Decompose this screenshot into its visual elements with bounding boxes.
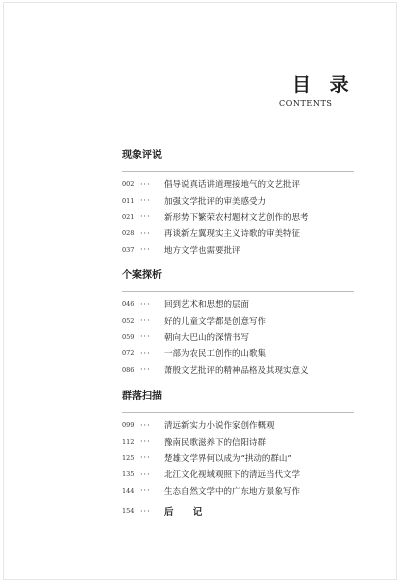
entry-leader: ··· [140,179,151,189]
entry-title: 一部为农民工创作的山歌集 [164,349,267,360]
entry-title: 楚雄文学界何以成为“拱动的群山” [164,453,292,464]
entry-page-number: 135 [122,470,135,479]
entry-title: 生态自然文学中的广东地方景象写作 [164,486,301,497]
entry-page-number: 028 [122,229,135,238]
entry-title: 好的儿童文学都是创意写作 [164,316,267,327]
entry-title: 新形势下繁荣农村题材文艺创作的思考 [164,212,309,223]
entry-leader: ··· [140,469,151,479]
section-title: 群落扫描 [122,391,162,402]
section-title: 现象评说 [122,150,162,161]
entry-leader: ··· [140,348,151,358]
entry-page-number: 144 [122,486,135,495]
section-divider [122,171,354,172]
entry-title: 朝向大巴山的深情书写 [164,332,250,343]
toc-entry[interactable] [122,345,354,361]
entry-leader: ··· [140,506,151,516]
section-case-studies [122,266,354,378]
entry-title: 豫南民歌滋养下的信阳诗群 [164,437,267,448]
entry-page-number: 072 [122,349,135,358]
section-divider [122,412,354,413]
entry-page-number: 099 [122,421,135,430]
entry-title: 北江文化视域观照下的清远当代文学 [164,470,301,481]
toc-entry[interactable] [122,296,354,312]
toc-entry[interactable] [122,362,354,378]
entry-leader: ··· [140,299,151,309]
entry-title: 回到艺术和思想的层面 [164,300,250,311]
entry-leader: ··· [140,332,151,342]
entry-leader: ··· [140,196,151,206]
entry-leader: ··· [140,437,151,447]
toc-entry[interactable] [122,417,354,433]
entry-page-number: 112 [122,437,135,446]
entry-leader: ··· [140,212,151,222]
section-phenomena [122,146,354,258]
entry-title: 清远新实力小说作家创作概观 [164,421,275,432]
entry-page-number: 052 [122,316,135,325]
section-divider [122,291,354,292]
entry-leader: ··· [140,316,151,326]
entry-page-number: 154 [122,507,135,515]
entry-title: 再谈新左翼现实主义诗歌的审美特征 [164,229,301,240]
toc-entry[interactable] [122,466,354,482]
entry-page-number: 046 [122,300,135,309]
entry-page-number: 059 [122,332,135,341]
toc-entry[interactable] [122,176,354,192]
section-group-scan [122,387,354,499]
toc-entry[interactable] [122,312,354,328]
entry-title: 后 记 [164,507,211,518]
toc-entry[interactable] [122,329,354,345]
toc-entry[interactable] [122,209,354,225]
toc-entry[interactable] [122,483,354,499]
entry-title: 倡导说真话讲道理接地气的文艺批评 [164,180,301,191]
toc-entry[interactable] [122,225,354,241]
entry-leader: ··· [140,245,151,255]
entry-leader: ··· [140,365,151,375]
entry-page-number: 002 [122,180,135,189]
entry-leader: ··· [140,420,151,430]
entry-page-number: 125 [122,453,135,462]
entry-leader: ··· [140,453,151,463]
entry-page-number: 037 [122,245,135,254]
toc-entry[interactable] [122,450,354,466]
entry-leader: ··· [140,486,151,496]
toc-entry[interactable] [122,242,354,258]
entry-title: 萧殷文艺批评的精神品格及其现实意义 [164,365,309,376]
toc-entry[interactable] [122,192,354,208]
entry-title: 加强文学批评的审美感受力 [164,196,267,207]
entry-page-number: 011 [122,196,135,205]
entry-leader: ··· [140,228,151,238]
toc-entry[interactable] [122,433,354,449]
section-title: 个案探析 [122,270,162,281]
entry-page-number: 086 [122,365,135,374]
toc-subtitle: CONTENTS [279,99,333,108]
toc-title: 目 录 [292,74,355,96]
toc-entry-afterword[interactable] [122,504,210,518]
entry-page-number: 021 [122,212,135,221]
entry-title: 地方文学也需要批评 [164,245,241,256]
